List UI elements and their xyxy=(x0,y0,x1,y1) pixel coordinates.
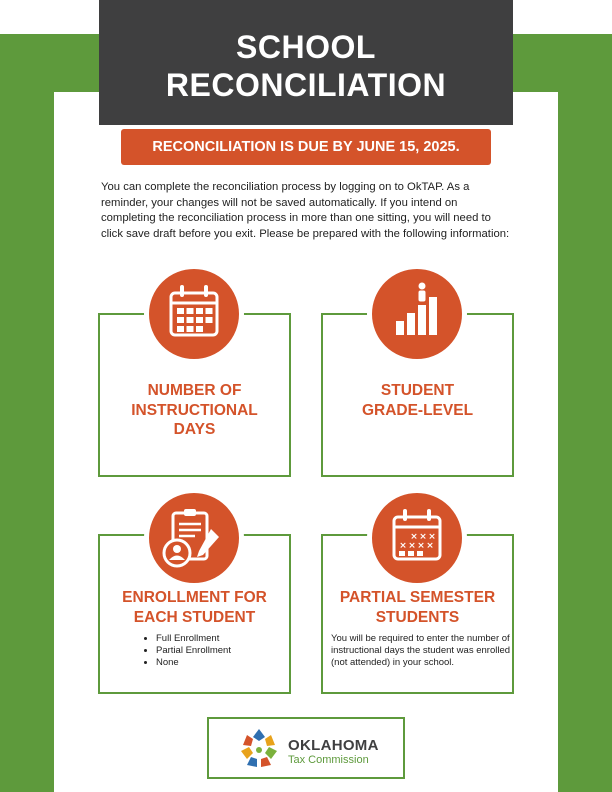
svg-text:×: × xyxy=(408,541,416,551)
card-title-line: STUDENT xyxy=(380,382,455,399)
card-title-line: EACH STUDENT xyxy=(133,608,256,626)
enrollment-form-icon xyxy=(149,493,239,583)
card-partial-semester-title xyxy=(323,588,512,627)
calendar-icon-circle xyxy=(144,264,244,364)
svg-text:×: × xyxy=(417,541,425,551)
calendar-x-icon-circle xyxy=(367,488,467,588)
svg-text:×: × xyxy=(419,532,427,542)
grade-level-icon-circle xyxy=(367,264,467,364)
svg-text:×: × xyxy=(428,532,436,542)
list-item: • Partial Enrollment xyxy=(156,645,231,657)
enrollment-icon-circle xyxy=(144,488,244,588)
page-title xyxy=(99,28,513,104)
card-title-line: DAYS xyxy=(173,421,216,438)
partial-semester-description: You will be required to enter the number of instructional days the student was enrolled (not attended) in your school. xyxy=(331,633,511,668)
grade-level-chart-icon xyxy=(372,269,462,359)
card-title-line: INSTRUCTIONAL xyxy=(131,401,258,419)
card-title-line: ENROLLMENT FOR xyxy=(122,589,267,606)
calendar-x-icon xyxy=(372,493,462,583)
intro-paragraph: You can complete the reconciliation process by logging on to OkTAP. As a reminder, your changes will not be saved automatically. If you intend on completing the reconciliation process in more than one sitting, you will need to click save draft before you exit. Please be prepared with the following information: xyxy=(101,181,510,240)
card-title-line: STUDENTS xyxy=(375,608,460,626)
due-date-banner: RECONCILIATION IS DUE BY JUNE 15, 2025. xyxy=(121,129,491,165)
svg-text:×: × xyxy=(399,541,407,551)
card-title-line: PARTIAL SEMESTER xyxy=(339,589,496,606)
card-grade-level-title xyxy=(323,381,512,420)
card-instructional-days-title xyxy=(100,381,289,440)
title-line-1: SCHOOL xyxy=(236,29,376,65)
list-item: • None xyxy=(156,657,231,669)
title-box xyxy=(99,0,513,125)
calendar-icon xyxy=(149,269,239,359)
list-item: • Full Enrollment xyxy=(156,633,231,645)
svg-text:×: × xyxy=(410,532,418,542)
card-title-line: NUMBER OF xyxy=(147,382,242,399)
card-enrollment-title xyxy=(100,588,289,627)
title-line-2: RECONCILIATION xyxy=(165,67,447,103)
svg-text:×: × xyxy=(426,541,434,551)
logo-subtitle: Tax Commission xyxy=(288,754,369,766)
enrollment-options-list xyxy=(144,633,231,669)
card-title-line: GRADE-LEVEL xyxy=(361,401,474,419)
logo-name: OKLAHOMA xyxy=(288,737,379,754)
oklahoma-tax-commission-logo xyxy=(207,717,405,779)
oklahoma-emblem-icon xyxy=(237,727,281,771)
